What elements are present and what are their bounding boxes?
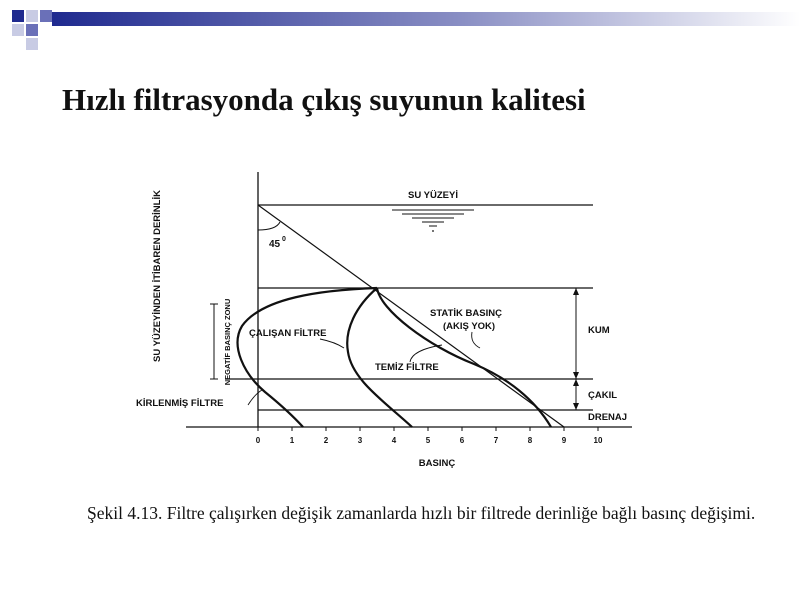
static-pressure-sublabel: (AKIŞ YOK) — [443, 321, 496, 332]
arrow-down-icon — [573, 403, 579, 410]
x-tick-label: 7 — [493, 436, 499, 445]
water-surface-label: SU YÜZEYİ — [408, 190, 458, 201]
working-label-leader — [320, 339, 344, 348]
x-tick-label: 4 — [391, 436, 397, 445]
water-surface-icon — [392, 210, 474, 226]
angle-label: 45 — [269, 239, 281, 250]
x-tick-label: 6 — [459, 436, 465, 445]
arrow-up-icon — [573, 379, 579, 386]
negative-zone-label: NEGATİF BASINÇ ZONU — [223, 298, 232, 386]
static-label-leader — [472, 332, 480, 348]
x-tick-label: 3 — [357, 436, 363, 445]
arrow-up-icon — [573, 288, 579, 295]
x-tick-label: 1 — [289, 436, 295, 445]
slide-title: Hızlı filtrasyonda çıkış suyunun kalitesi — [62, 82, 586, 117]
static-pressure-label: STATİK BASINÇ — [430, 308, 502, 319]
dirty-label-leader — [248, 390, 262, 405]
x-tick-label: 0 — [255, 436, 261, 445]
arrow-down-icon — [573, 372, 579, 379]
x-tick-label: 8 — [527, 436, 533, 445]
working-filter-label: ÇALIŞAN FİLTRE — [249, 328, 327, 339]
angle-degree: 0 — [282, 236, 286, 243]
x-tick-label: 9 — [561, 436, 567, 445]
y-axis-label: SU YÜZEYİNDEN İTİBAREN DERİNLİK — [152, 190, 163, 362]
gravel-label: ÇAKIL — [588, 390, 618, 401]
clean-label-leader — [410, 345, 442, 362]
x-axis-label: BASINÇ — [418, 458, 456, 469]
figure-caption: Şekil 4.13. Filtre çalışırken değişik zamanlarda hızlı bir filtrede derinliğe bağlı basınç değişimi. — [87, 503, 756, 523]
dirty-filter-label: KİRLENMİŞ FİLTRE — [136, 398, 224, 409]
drain-label: DRENAJ — [588, 412, 628, 423]
x-tick-label: 10 — [593, 436, 603, 445]
angle-arc — [258, 222, 280, 230]
static-pressure-line — [258, 205, 564, 427]
x-tick-label: 5 — [425, 436, 431, 445]
water-surface-dot — [432, 230, 434, 232]
sand-label: KUM — [588, 325, 610, 336]
x-tick-label: 2 — [323, 436, 329, 445]
clean-filter-label: TEMİZ FİLTRE — [375, 362, 439, 373]
working-filter-curve — [347, 288, 412, 427]
